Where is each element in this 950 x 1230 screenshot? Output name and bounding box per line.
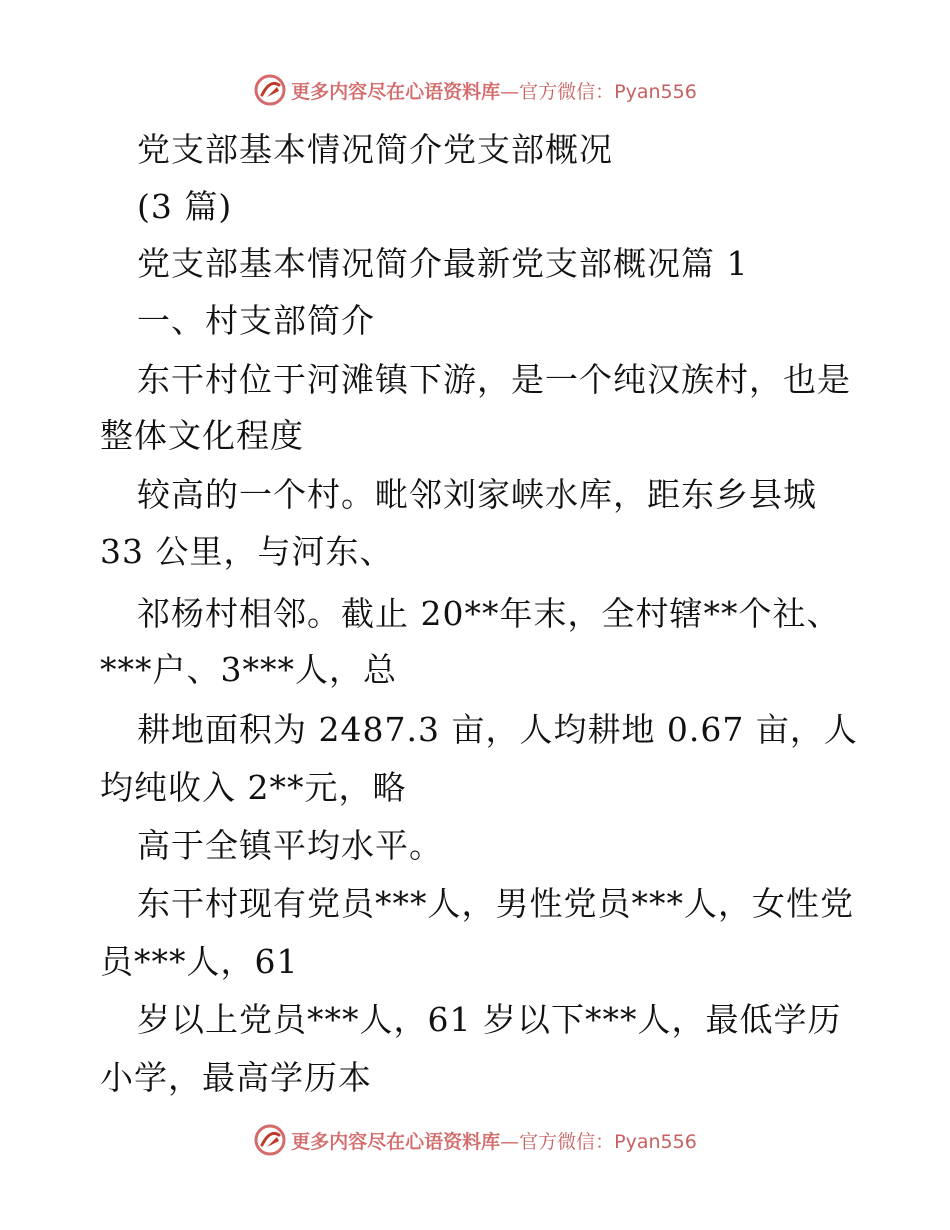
banner-text	[291, 77, 697, 104]
banner-site-name: 更多内容尽在心语资料库	[291, 1130, 501, 1153]
paragraph-line: 33 公里，与河东、	[100, 532, 394, 571]
paragraph-line: 祁杨村相邻。截止 20**年末，全村辖**个社、	[137, 594, 841, 633]
paragraph-line: 较高的一个村。毗邻刘家峡水库，距东乡县城	[137, 475, 817, 514]
paragraph-line: 小学，最高学历本	[100, 1058, 372, 1097]
paragraph-line: 耕地面积为 2487.3 亩，人均耕地 0.67 亩，人	[137, 710, 858, 749]
paragraph-line: 岁以上党员***人，61 岁以下***人，最低学历	[137, 1000, 842, 1039]
section-title: 党支部基本情况简介最新党支部概况篇 1	[137, 244, 749, 283]
brand-logo-icon	[253, 1123, 287, 1157]
header-watermark-banner	[0, 70, 950, 110]
paragraph-line: ***户、3***人，总	[100, 650, 397, 689]
brand-logo-icon	[253, 73, 287, 107]
paragraph-line: 员***人，61	[100, 942, 299, 981]
banner-site-name: 更多内容尽在心语资料库	[291, 80, 501, 103]
paragraph-line: 整体文化程度	[100, 416, 304, 455]
banner-dash: —	[500, 80, 520, 103]
footer-watermark-banner	[0, 1120, 950, 1160]
banner-dash: —	[500, 1130, 520, 1153]
banner-wechat: 官方微信：Pyan556	[519, 1130, 697, 1153]
paragraph-line: 东干村现有党员***人，男性党员***人，女性党	[137, 884, 854, 923]
doc-title-line-2: (3 篇)	[137, 187, 233, 226]
paragraph-line: 均纯收入 2**元，略	[100, 768, 407, 807]
subsection-heading: 一、村支部简介	[137, 301, 375, 340]
banner-wechat: 官方微信：Pyan556	[519, 80, 697, 103]
doc-title-line-1: 党支部基本情况简介党支部概况	[137, 130, 613, 169]
paragraph-line: 东干村位于河滩镇下游，是一个纯汉族村，也是	[137, 360, 851, 399]
paragraph-line: 高于全镇平均水平。	[137, 826, 443, 865]
banner-text	[291, 1127, 697, 1154]
